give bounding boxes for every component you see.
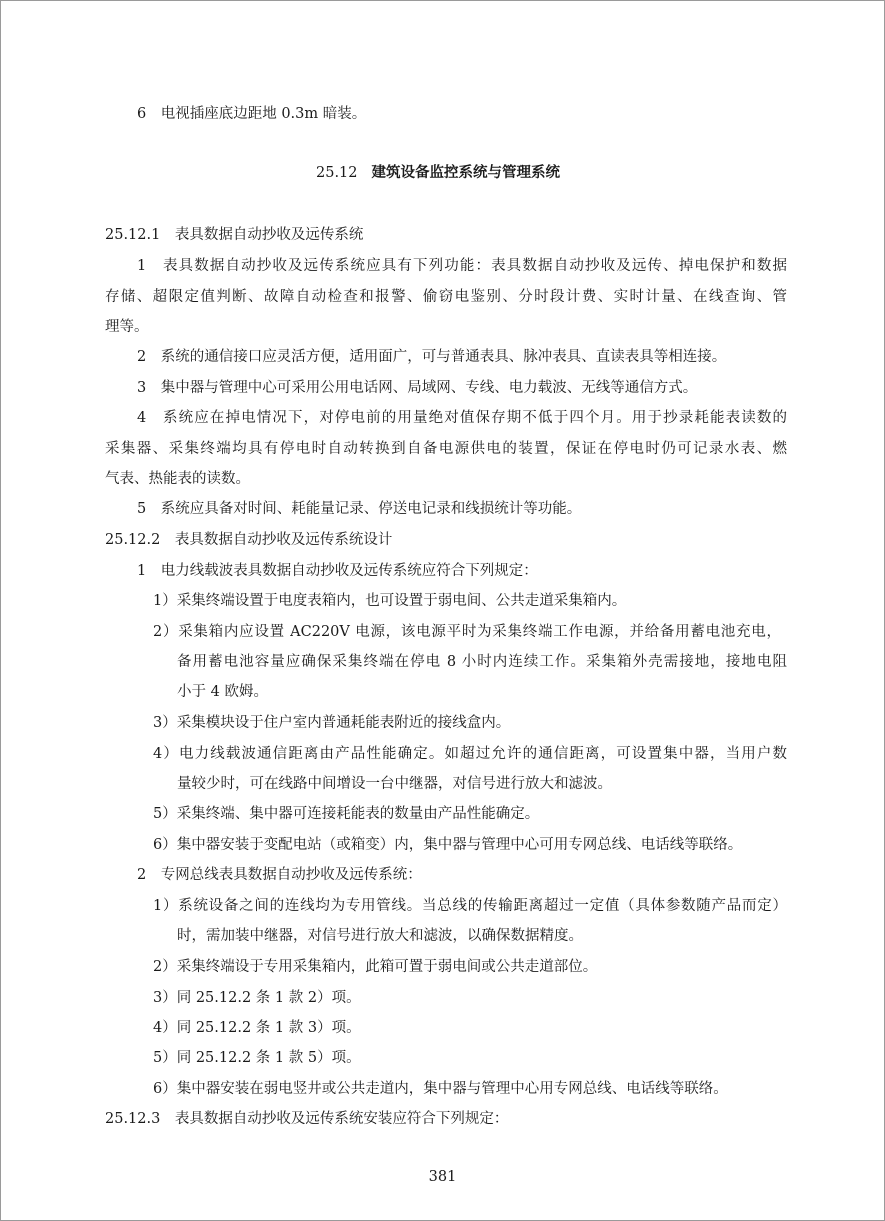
text-line: 1）采集终端设置于电度表箱内，也可设置于弱电间、公共走道采集箱内。 bbox=[153, 593, 627, 609]
text-line: 备用蓄电池容量应确保采集终端在停电 8 小时内连续工作。采集箱外壳需接地，接地电阻 bbox=[177, 654, 787, 670]
text-line: 4）同 25.12.2 条 1 款 3）项。 bbox=[153, 1020, 361, 1036]
text-line: 1）系统设备之间的连线均为专用管线。当总线的传输距离超过一定值（具体参数随产品而定） bbox=[153, 898, 787, 914]
page-number: 381 bbox=[428, 1169, 457, 1185]
text-line: 2 专网总线表具数据自动抄收及远传系统： bbox=[137, 867, 422, 883]
subsection-heading: 25.12.3 表具数据自动抄收及远传系统安装应符合下列规定： bbox=[105, 1111, 509, 1127]
text-line: 6）集中器安装于变配电站（或箱变）内，集中器与管理中心可用专网总线、电话线等联络。 bbox=[153, 837, 743, 853]
subsection-heading: 25.12.2 表具数据自动抄收及远传系统设计 bbox=[105, 532, 393, 548]
text-line: 气表、热能表的读数。 bbox=[105, 471, 250, 487]
section-title: 建筑设备监控系统与管理系统 bbox=[371, 165, 561, 181]
text-line: 时，需加装中继器，对信号进行放大和滤波，以确保数据精度。 bbox=[177, 928, 583, 944]
text-line: 5）采集终端、集中器可连接耗能表的数量由产品性能确定。 bbox=[153, 806, 540, 822]
text-line: 4 系统应在掉电情况下，对停电前的用量绝对值保存期不低于四个月。用于抄录耗能表读数的 bbox=[137, 410, 787, 426]
text-line: 采集器、采集终端均具有停电时自动转换到自备电源供电的装置，保证在停电时仍可记录水表、燃 bbox=[105, 441, 787, 457]
text-line: 5 系统应具备对时间、耗能量记录、停送电记录和线损统计等功能。 bbox=[137, 501, 582, 517]
text-line: 6 电视插座底边距地 0.3m 暗装。 bbox=[137, 106, 367, 122]
text-line: 量较少时，可在线路中间增设一台中继器，对信号进行放大和滤波。 bbox=[177, 776, 612, 792]
text-line: 3）同 25.12.2 条 1 款 2）项。 bbox=[153, 990, 361, 1006]
section-heading bbox=[316, 163, 560, 183]
text-line: 2 系统的通信接口应灵活方便，适用面广，可与普通表具、脉冲表具、直读表具等相连接。 bbox=[137, 349, 727, 365]
section-number: 25.12 bbox=[316, 165, 358, 181]
text-line: 理等。 bbox=[105, 319, 149, 335]
text-line: 1 表具数据自动抄收及远传系统应具有下列功能：表具数据自动抄收及远传、掉电保护和数据 bbox=[137, 258, 787, 274]
text-line: 2）采集终端设于专用采集箱内，此箱可置于弱电间或公共走道部位。 bbox=[153, 959, 598, 975]
text-line: 存储、超限定值判断、故障自动检查和报警、偷窃电鉴别、分时段计费、实时计量、在线查询、管 bbox=[105, 289, 787, 305]
text-line: 3）采集模块设于住户室内普通耗能表附近的接线盒内。 bbox=[153, 715, 511, 731]
subsection-heading: 25.12.1 表具数据自动抄收及远传系统 bbox=[105, 227, 364, 243]
text-line: 2）采集箱内应设置 AC220V 电源，该电源平时为采集终端工作电源，并给备用蓄电池充电， bbox=[153, 624, 781, 640]
text-line: 6）集中器安装在弱电竖井或公共走道内，集中器与管理中心用专网总线、电话线等联络。 bbox=[153, 1081, 728, 1097]
text-line: 4）电力线载波通信距离由产品性能确定。如超过允许的通信距离，可设置集中器，当用户数 bbox=[153, 746, 787, 762]
text-line: 5）同 25.12.2 条 1 款 5）项。 bbox=[153, 1050, 361, 1066]
text-line: 1 电力线载波表具数据自动抄收及远传系统应符合下列规定： bbox=[137, 563, 538, 579]
text-line: 小于 4 欧姆。 bbox=[177, 684, 268, 700]
text-line: 3 集中器与管理中心可采用公用电话网、局域网、专线、电力载波、无线等通信方式。 bbox=[137, 380, 698, 396]
